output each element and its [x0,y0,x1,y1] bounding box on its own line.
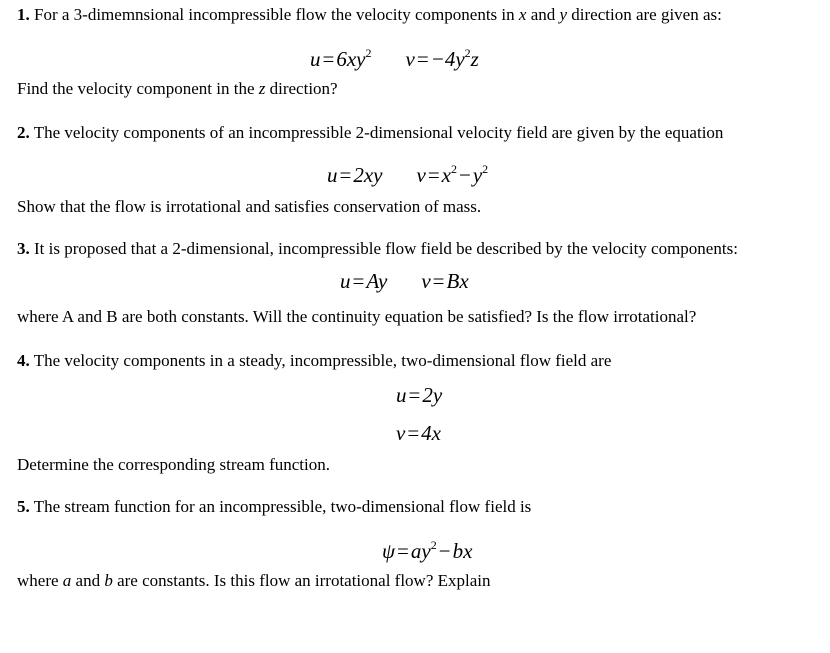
question-1-find-b: direction? [265,79,338,98]
question-2-statement [17,122,723,144]
question-1-find-var: z [258,79,266,98]
question-2-number: 2. [17,123,30,142]
q1-eq-v-rhs-a: −4y [430,47,465,71]
q3-eq-v-lhs: v [421,269,431,293]
question-1-find-a: Find the velocity component in the [17,79,259,98]
q4-eq-v-lhs: v [396,421,406,445]
q3-eq-u-equals: = [352,269,365,293]
q4-eq-v-equals: = [407,421,420,445]
question-1-text-c: direction are given as: [567,5,722,24]
q3-eq-u-lhs: u [340,269,351,293]
q3-eq-v-rhs: Bx [446,269,469,293]
q1-eq-v-equals: = [416,47,429,71]
q2-eq-v-rhs-b: y [472,163,483,187]
question-5-statement [17,496,531,518]
q4-eq-u-equals: = [408,383,421,407]
question-4-equation-u [396,382,442,408]
question-4-text: The velocity components in a steady, incompressible, two-dimensional flow field are [33,351,612,370]
question-4-statement [17,350,611,372]
question-1-var-x: x [518,5,527,24]
q1-eq-u-rhs: 6xy [336,47,366,71]
q2-eq-v-minus: − [459,163,471,187]
q5-eq-rhs-a: ay [410,539,431,563]
q5-eq-minus: − [438,539,451,563]
question-1-text-b: and [526,5,560,24]
question-1-var-y: y [559,5,568,24]
question-2-text: The velocity components of an incompressible 2-dimensional velocity field are given by the equation [33,123,724,142]
question-5-text: The stream function for an incompressible, two-dimensional flow field is [33,497,532,516]
q1-eq-v-exponent: 2 [464,46,471,60]
q5-eq-rhs-b: bx [452,539,473,563]
question-1-find [17,78,338,100]
q3-eq-v-equals: = [432,269,445,293]
q1-eq-u-exponent: 2 [365,46,372,60]
q2-eq-u-lhs: u [327,163,338,187]
question-1-number: 1. [17,5,30,24]
q2-eq-v-exponent-2: 2 [482,162,489,176]
question-5-number: 5. [17,497,30,516]
question-3-number: 3. [17,239,30,258]
q1-eq-v-lhs: v [405,47,415,71]
question-5-where-b: and [71,571,105,590]
q2-eq-u-equals: = [339,163,352,187]
question-4-equation-v [396,420,441,446]
question-5-var-a: a [62,571,72,590]
question-1-text-a: For a 3-dimemnsional incompressible flow the velocity components in [34,5,519,24]
q4-eq-u-rhs: 2y [422,383,443,407]
q5-eq-equals: = [397,539,409,563]
q2-eq-v-exponent-1: 2 [451,162,457,176]
question-5-var-b: b [104,571,113,590]
question-1-equations [310,40,479,72]
question-2-equations [327,156,488,188]
q2-eq-v-equals: = [427,163,440,187]
q5-eq-exponent: 2 [430,538,437,552]
question-1-statement [17,4,722,26]
question-5-where-c: are constants. Is this flow an irrotational flow? Explain [112,571,491,590]
question-5-where [17,570,491,592]
question-3-text: It is proposed that a 2-dimensional, incompressible flow field be described by the velocity components: [34,239,738,258]
question-3-statement [17,238,738,260]
question-3-where: where A and B are both constants. Will the continuity equation be satisfied? Is the flow irrotational? [17,307,697,326]
q2-eq-v-lhs: v [416,163,426,187]
question-3-equations [340,268,469,294]
question-5-where-a: where [17,571,63,590]
q1-eq-u-lhs: u [310,47,321,71]
q5-eq-psi: ψ [382,539,396,563]
question-2-show: Show that the flow is irrotational and satisfies conservation of mass. [17,197,482,216]
q4-eq-v-rhs: 4x [421,421,441,445]
q4-eq-u-lhs: u [396,383,407,407]
question-4-determine: Determine the corresponding stream function. [17,455,330,474]
question-4-number: 4. [17,351,30,370]
question-5-equation [382,532,472,564]
q2-eq-v-rhs-a: x [441,163,451,187]
q1-eq-u-equals: = [322,47,335,71]
q3-eq-u-rhs: Ay [366,269,388,293]
q2-eq-u-rhs: 2xy [353,163,383,187]
q1-eq-v-rhs-b: z [470,47,479,71]
